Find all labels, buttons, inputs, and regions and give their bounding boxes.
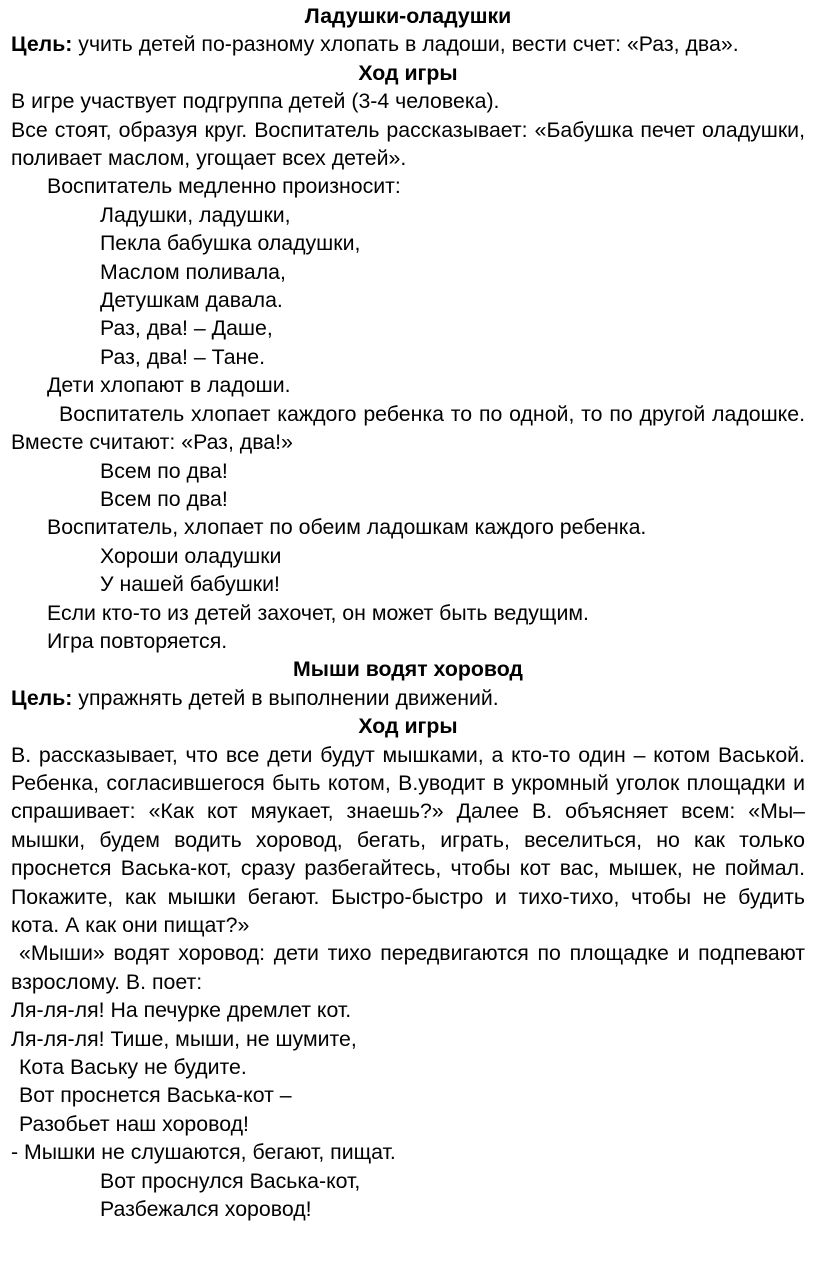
game1-verse2-line: Всем по два!	[100, 486, 228, 511]
game1-course-heading: Ход игры	[358, 60, 458, 85]
game1-paragraph-6: Воспитатель, хлопает по обеим ладошкам каждого ребенка.	[47, 515, 647, 540]
game2-song-line: Разобьет наш хоровод!	[19, 1111, 249, 1136]
game1-verse1-line: Раз, два! – Тане.	[100, 344, 266, 369]
game1-verse1-line: Пекла бабушка оладушки,	[100, 231, 361, 256]
game1-title: Ладушки-оладушки	[304, 4, 512, 28]
game1-paragraph-8: Игра повторяется.	[47, 628, 228, 653]
game1-paragraph-7: Если кто-то из детей захочет, он может быть ведущим.	[47, 600, 589, 625]
game2-goal-text: упражнять детей в выполнении движений.	[72, 685, 499, 710]
game1-paragraph-1: В игре участвует подгруппа детей (3-4 человека).	[11, 89, 500, 114]
game1-goal-label: Цель:	[11, 32, 73, 57]
game2-paragraph-2: «Мыши» водят хоровод: дети тихо передвигаются по площадке и подпевают взрослому. В. поет:	[11, 941, 805, 994]
game2-verse-line: Вот проснулся Васька-кот,	[100, 1168, 361, 1193]
game1-paragraph-4: Дети хлопают в ладоши.	[47, 373, 291, 398]
game2-song-line: Ля-ля-ля! Тише, мыши, не шумите,	[11, 1026, 357, 1051]
game1-verse1-line: Ладушки, ладушки,	[100, 202, 291, 227]
game2-title: Мыши водят хоровод	[293, 657, 523, 682]
game1-verse3-line: Хороши оладушки	[100, 543, 282, 568]
game2-goal-label: Цель:	[11, 685, 73, 710]
game1-verse2-line: Всем по два!	[100, 458, 228, 483]
game1-goal	[11, 30, 805, 58]
game1-verse3-line: У нашей бабушки!	[100, 572, 280, 597]
game1-paragraph-3: Воспитатель медленно произносит:	[47, 174, 401, 199]
game1-goal-text: учить детей по-разному хлопать в ладоши, вести счет: «Раз, два».	[72, 32, 739, 57]
game2-paragraph-1: В. рассказывает, что все дети будут мышками, а кто-то один – котом Васькой. Ребенка, согласившегося быть котом, В.уводит в укромный уголок площадки и спрашивает: «Как кот мяукает, знаешь?» Далее В. объясняет всем: «Мы– мышки, будем водить хоровод, бегать, играть, веселиться, но как только проснется Васька-кот, сразу разбегайтесь, чтобы кот вас, мышек, не поймал. Покажите, как мышки бегают. Быстро-быстро и тихо-тихо, чтобы не будить кота. А как они пищат?»	[11, 742, 805, 937]
game2-song-line: Ля-ля-ля! На печурке дремлет кот.	[11, 998, 352, 1023]
game2-paragraph-3: - Мышки не слушаются, бегают, пищат.	[11, 1140, 396, 1165]
game2-verse-line: Разбежался хоровод!	[100, 1197, 312, 1222]
game2-song-line: Кота Ваську не будите.	[19, 1055, 247, 1080]
game1-paragraph-5: Воспитатель хлопает каждого ребенка то по одной, то по другой ладошке. Вместе считают: «Раз, два!»	[11, 401, 805, 455]
game1-paragraph-2: Все стоят, образуя круг. Воспитатель рассказывает: «Бабушка печет оладушки, поливает маслом, угощает всех детей».	[11, 117, 805, 171]
game1-verse1-line: Маслом поливала,	[100, 259, 286, 284]
game2-song-line: Вот проснется Васька-кот –	[19, 1083, 292, 1108]
game2-goal	[11, 684, 805, 712]
game1-verse1-line: Раз, два! – Даше,	[100, 316, 273, 341]
game1-verse1-line: Детушкам давала.	[100, 288, 283, 313]
game2-course-heading: Ход игры	[358, 714, 458, 739]
